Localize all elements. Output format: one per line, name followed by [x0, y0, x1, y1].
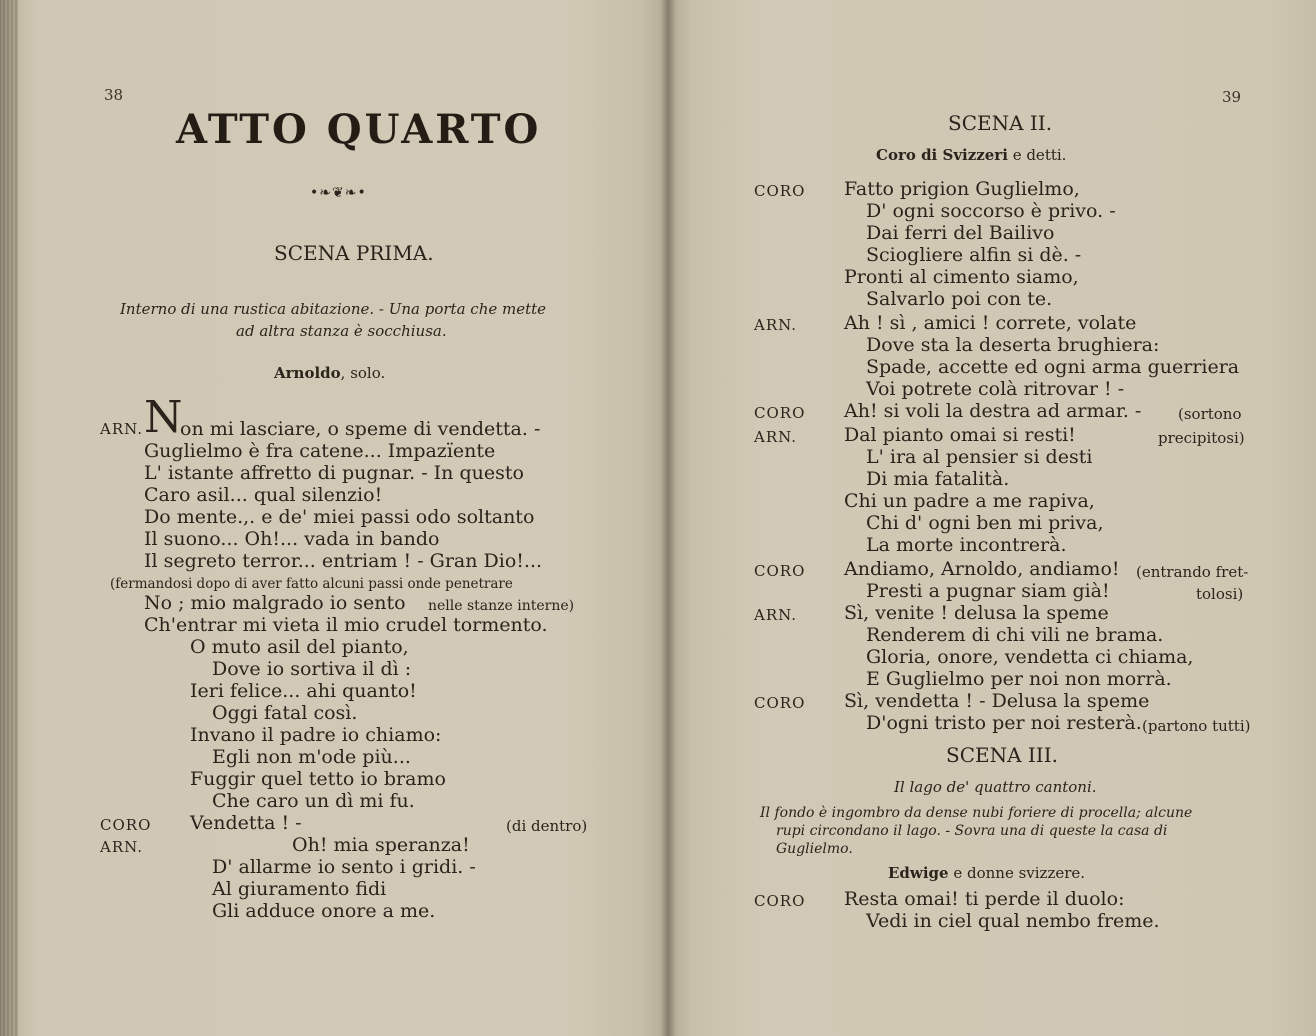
verse-line: L' istante affretto di pugnar. - In questo — [144, 462, 524, 484]
stage-direction: Il fondo è ingombro da dense nubi foriere di procella; alcune — [760, 805, 1193, 821]
verse-line: Fatto prigion Guglielmo, — [844, 178, 1080, 200]
verse-line: Voi potrete colà ritrovar ! - — [866, 378, 1125, 400]
speaker-label: CORO — [754, 892, 806, 910]
speaker-label: CORO — [754, 404, 806, 422]
verse-line: Fuggir quel tetto io bramo — [190, 768, 446, 790]
drop-cap: N — [144, 392, 183, 443]
right-page — [668, 0, 1316, 1036]
character-name: Arnoldo — [274, 364, 341, 382]
verse-line: D'ogni tristo per noi resterà. — [866, 712, 1142, 734]
verse-line: O muto asil del pianto, — [190, 636, 409, 658]
act-title: ATTO QUARTO — [176, 106, 542, 153]
scene-title: SCENA II. — [948, 111, 1053, 135]
speaker-label: ARN. — [100, 420, 144, 438]
stage-direction: (di dentro) — [506, 817, 588, 835]
verse-line: D' ogni soccorso è privo. - — [866, 200, 1116, 222]
stage-direction: Guglielmo. — [776, 841, 853, 857]
verse-line: Sì, vendetta ! - Delusa la speme — [844, 690, 1150, 712]
page-number: 39 — [1222, 88, 1242, 106]
verse-line: Ch'entrar mi vieta il mio crudel tormento. — [144, 614, 548, 636]
speaker-label: ARN. — [754, 316, 798, 334]
verse-line: Resta omai! ti perde il duolo: — [844, 888, 1125, 910]
verse-line: D' allarme io sento i gridi. - — [212, 856, 476, 878]
verse-line: Pronti al cimento siamo, — [844, 266, 1079, 288]
stage-direction: Interno di una rustica abitazione. - Una porta che mette — [120, 300, 547, 318]
verse-line: Sì, venite ! delusa la speme — [844, 602, 1109, 624]
character-name: Edwige — [888, 864, 949, 882]
verse-line: Al giuramento fidi — [212, 878, 387, 900]
page-number: 38 — [104, 86, 124, 104]
book-gutter — [660, 0, 676, 1036]
verse-line: Chi d' ogni ben mi priva, — [866, 512, 1104, 534]
stage-direction: rupi circondano il lago. - Sovra una di queste la casa di — [776, 823, 1168, 839]
speaker-label: CORO — [100, 816, 152, 834]
cast-line — [888, 862, 1085, 884]
speaker-label: CORO — [754, 694, 806, 712]
verse-line: Egli non m'ode più... — [212, 746, 411, 768]
scene-setting: Il lago de' quattro cantoni. — [894, 778, 1097, 796]
verse-line: Sciogliere alfin si dè. - — [866, 244, 1082, 266]
speaker-label: ARN. — [754, 428, 798, 446]
verse-line: Spade, accette ed ogni arma guerriera — [866, 356, 1240, 378]
cast-line — [274, 362, 385, 384]
verse-line: Gloria, onore, vendetta ci chiama, — [866, 646, 1194, 668]
verse-line: Chi un padre a me rapiva, — [844, 490, 1095, 512]
verse-line: Che caro un dì mi fu. — [212, 790, 415, 812]
speaker-label: ARN. — [100, 838, 144, 856]
verse-line: Dal pianto omai si resti! — [844, 424, 1076, 446]
verse-line: Vedi in ciel qual nembo freme. — [866, 910, 1160, 932]
verse-line: No ; mio malgrado io sento — [144, 592, 406, 614]
scene-title: SCENA III. — [946, 743, 1058, 767]
verse-line: Andiamo, Arnoldo, andiamo! — [844, 558, 1120, 580]
verse-line: Dove io sortiva il dì : — [212, 658, 412, 680]
character-name: Coro di Svizzeri — [876, 146, 1008, 164]
page-edge — [0, 0, 18, 1036]
verse-line: Il suono... Oh!... vada in bando — [144, 528, 440, 550]
verse-line: Renderem di chi vili ne brama. — [866, 624, 1164, 646]
verse-line: on mi lasciare, o speme di vendetta. - — [180, 418, 541, 440]
verse-line: Gli adduce onore a me. — [212, 900, 436, 922]
verse-line: Presti a pugnar siam già! — [866, 580, 1110, 602]
ornament-divider: •❧❦❧• — [310, 185, 367, 201]
verse-line: Oggi fatal così. — [212, 702, 358, 724]
cast-note: e detti. — [1007, 146, 1067, 164]
verse-line: Invano il padre io chiamo: — [190, 724, 442, 746]
verse-line: La morte incontrerà. — [866, 534, 1067, 556]
verse-line: Ah ! sì , amici ! correte, volate — [844, 312, 1137, 334]
stage-direction: (fermandosi dopo di aver fatto alcuni passi onde penetrare — [110, 576, 513, 592]
scene-title: SCENA PRIMA. — [274, 241, 434, 265]
verse-line: Ieri felice... ahi quanto! — [190, 680, 417, 702]
verse-line: Il segreto terror... entriam ! - Gran Dio!... — [144, 550, 543, 572]
speaker-label: CORO — [754, 562, 806, 580]
verse-line: Caro asil... qual silenzio! — [144, 484, 383, 506]
stage-direction: ad altra stanza è socchiusa. — [236, 322, 447, 340]
stage-direction: (sortono — [1178, 405, 1242, 423]
verse-line: L' ira al pensier si desti — [866, 446, 1093, 468]
stage-direction: nelle stanze interne) — [428, 598, 575, 614]
verse-line: Dai ferri del Bailivo — [866, 222, 1055, 244]
cast-note: , solo. — [340, 364, 386, 382]
verse-line: Guglielmo è fra catene... Impazïente — [144, 440, 496, 462]
speaker-label: CORO — [754, 182, 806, 200]
verse-line: Do mente.,. e de' miei passi odo soltanto — [144, 506, 535, 528]
verse-line: E Guglielmo per noi non morrà. — [866, 668, 1172, 690]
cast-line — [876, 144, 1066, 166]
stage-direction: precipitosi) — [1158, 429, 1245, 447]
verse-line: Vendetta ! - — [190, 812, 302, 834]
speaker-label: ARN. — [754, 606, 798, 624]
stage-direction: (partono tutti) — [1142, 717, 1251, 735]
stage-direction: tolosi) — [1196, 585, 1244, 603]
stage-direction: (entrando fret- — [1136, 563, 1249, 581]
verse-line: Salvarlo poi con te. — [866, 288, 1053, 310]
verse-line: Oh! mia speranza! — [292, 834, 470, 856]
cast-note: e donne svizzere. — [948, 864, 1086, 882]
verse-line: Dove sta la deserta brughiera: — [866, 334, 1160, 356]
verse-line: Ah! si voli la destra ad armar. - — [844, 400, 1142, 422]
verse-line: Di mia fatalità. — [866, 468, 1010, 490]
